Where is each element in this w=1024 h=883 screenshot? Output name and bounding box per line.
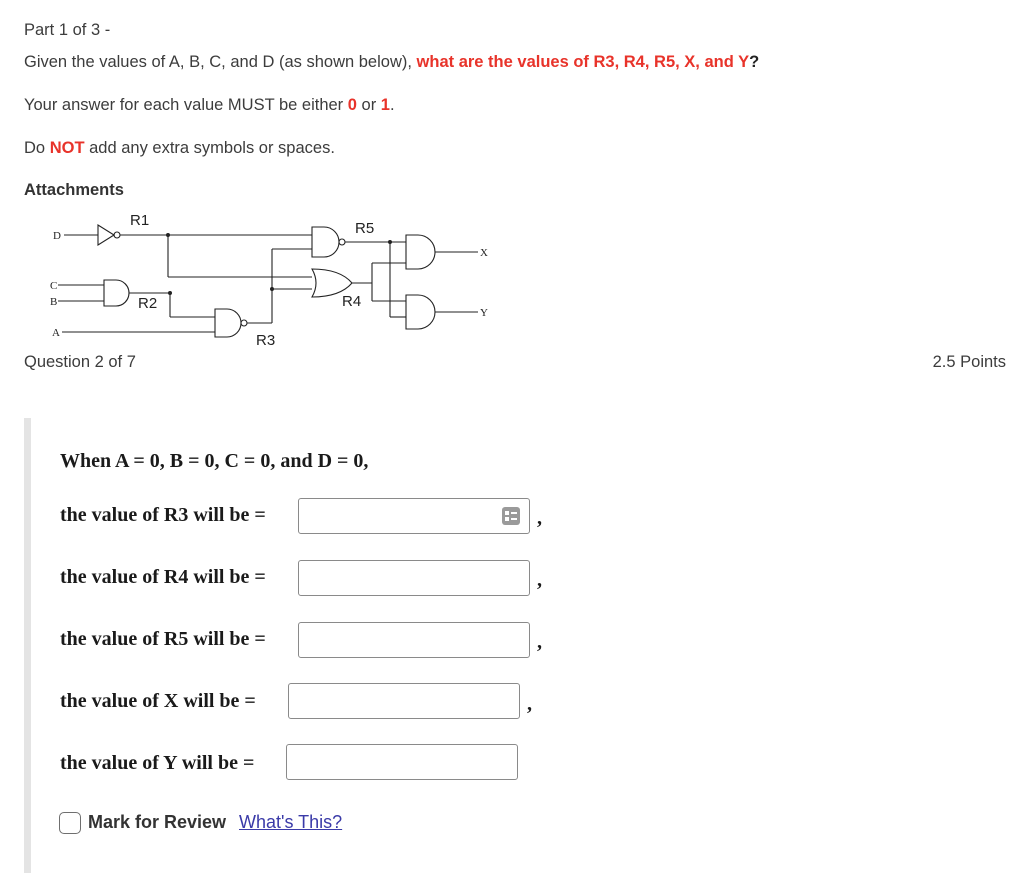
label-y: Y <box>480 307 488 319</box>
instruction-prefix: Given the values of A, B, C, and D (as shown below), <box>24 53 417 71</box>
comma: , <box>537 569 542 591</box>
answer-rule-suffix: . <box>389 96 395 114</box>
logic-circuit-diagram <box>50 205 500 350</box>
prompt-r5-label: the value of R5 will be = <box>60 628 266 650</box>
answer-rule-prefix: Your answer for each value MUST be either <box>24 96 348 114</box>
label-x: X <box>480 247 488 259</box>
question-number: Question 2 of 7 <box>24 353 136 371</box>
autofill-icon[interactable] <box>502 507 520 525</box>
answer-rule-or: or <box>356 96 381 114</box>
r5-answer-input[interactable] <box>298 622 530 658</box>
prompt-r3-label: the value of R3 will be = <box>60 504 266 526</box>
whats-this-link[interactable]: What's This? <box>239 812 343 832</box>
r3-answer-input[interactable] <box>298 498 530 534</box>
answer-rule-zero: 0 <box>347 96 357 114</box>
prompt-y-label: the value of Y will be = <box>60 752 255 774</box>
label-b: B <box>50 296 58 308</box>
question-points: 2.5 Points <box>932 353 1006 371</box>
comma: , <box>527 693 532 715</box>
label-r2: R2 <box>138 295 158 312</box>
extra-rule-text <box>24 139 335 158</box>
r4-answer-input[interactable] <box>298 560 530 596</box>
attachments-heading: Attachments <box>24 181 124 199</box>
prompt-x-label: the value of X will be = <box>60 690 256 712</box>
label-r3: R3 <box>256 332 276 349</box>
instruction-text <box>24 53 759 72</box>
answer-rule-one: 1 <box>380 96 390 114</box>
y-answer-input[interactable] <box>286 744 518 780</box>
answer-rule-text <box>24 96 395 115</box>
instruction-highlight-y: Y <box>738 53 750 71</box>
mark-for-review-checkbox[interactable] <box>59 812 81 834</box>
extra-rule-prefix: Do <box>24 139 50 157</box>
question-left-bar <box>24 418 31 873</box>
label-r5: R5 <box>355 220 375 237</box>
instruction-suffix: ? <box>749 53 760 71</box>
extra-rule-not: NOT <box>49 139 85 157</box>
mark-for-review-label[interactable]: Mark for Review <box>88 812 227 832</box>
label-d: D <box>53 230 61 242</box>
label-a: A <box>52 327 60 339</box>
part-title: Part 1 of 3 - <box>24 21 111 39</box>
label-r1: R1 <box>130 212 150 229</box>
label-r4: R4 <box>342 293 362 310</box>
x-answer-input[interactable] <box>288 683 520 719</box>
question-condition: When A = 0, B = 0, C = 0, and D = 0, <box>60 450 369 472</box>
prompt-r4-label: the value of R4 will be = <box>60 566 266 588</box>
comma: , <box>537 507 542 529</box>
extra-rule-suffix: add any extra symbols or spaces. <box>84 139 335 157</box>
comma: , <box>537 631 542 653</box>
instruction-highlight: what are the values of R3, R4, R5, X, and <box>416 53 739 71</box>
label-c: C <box>50 280 58 292</box>
